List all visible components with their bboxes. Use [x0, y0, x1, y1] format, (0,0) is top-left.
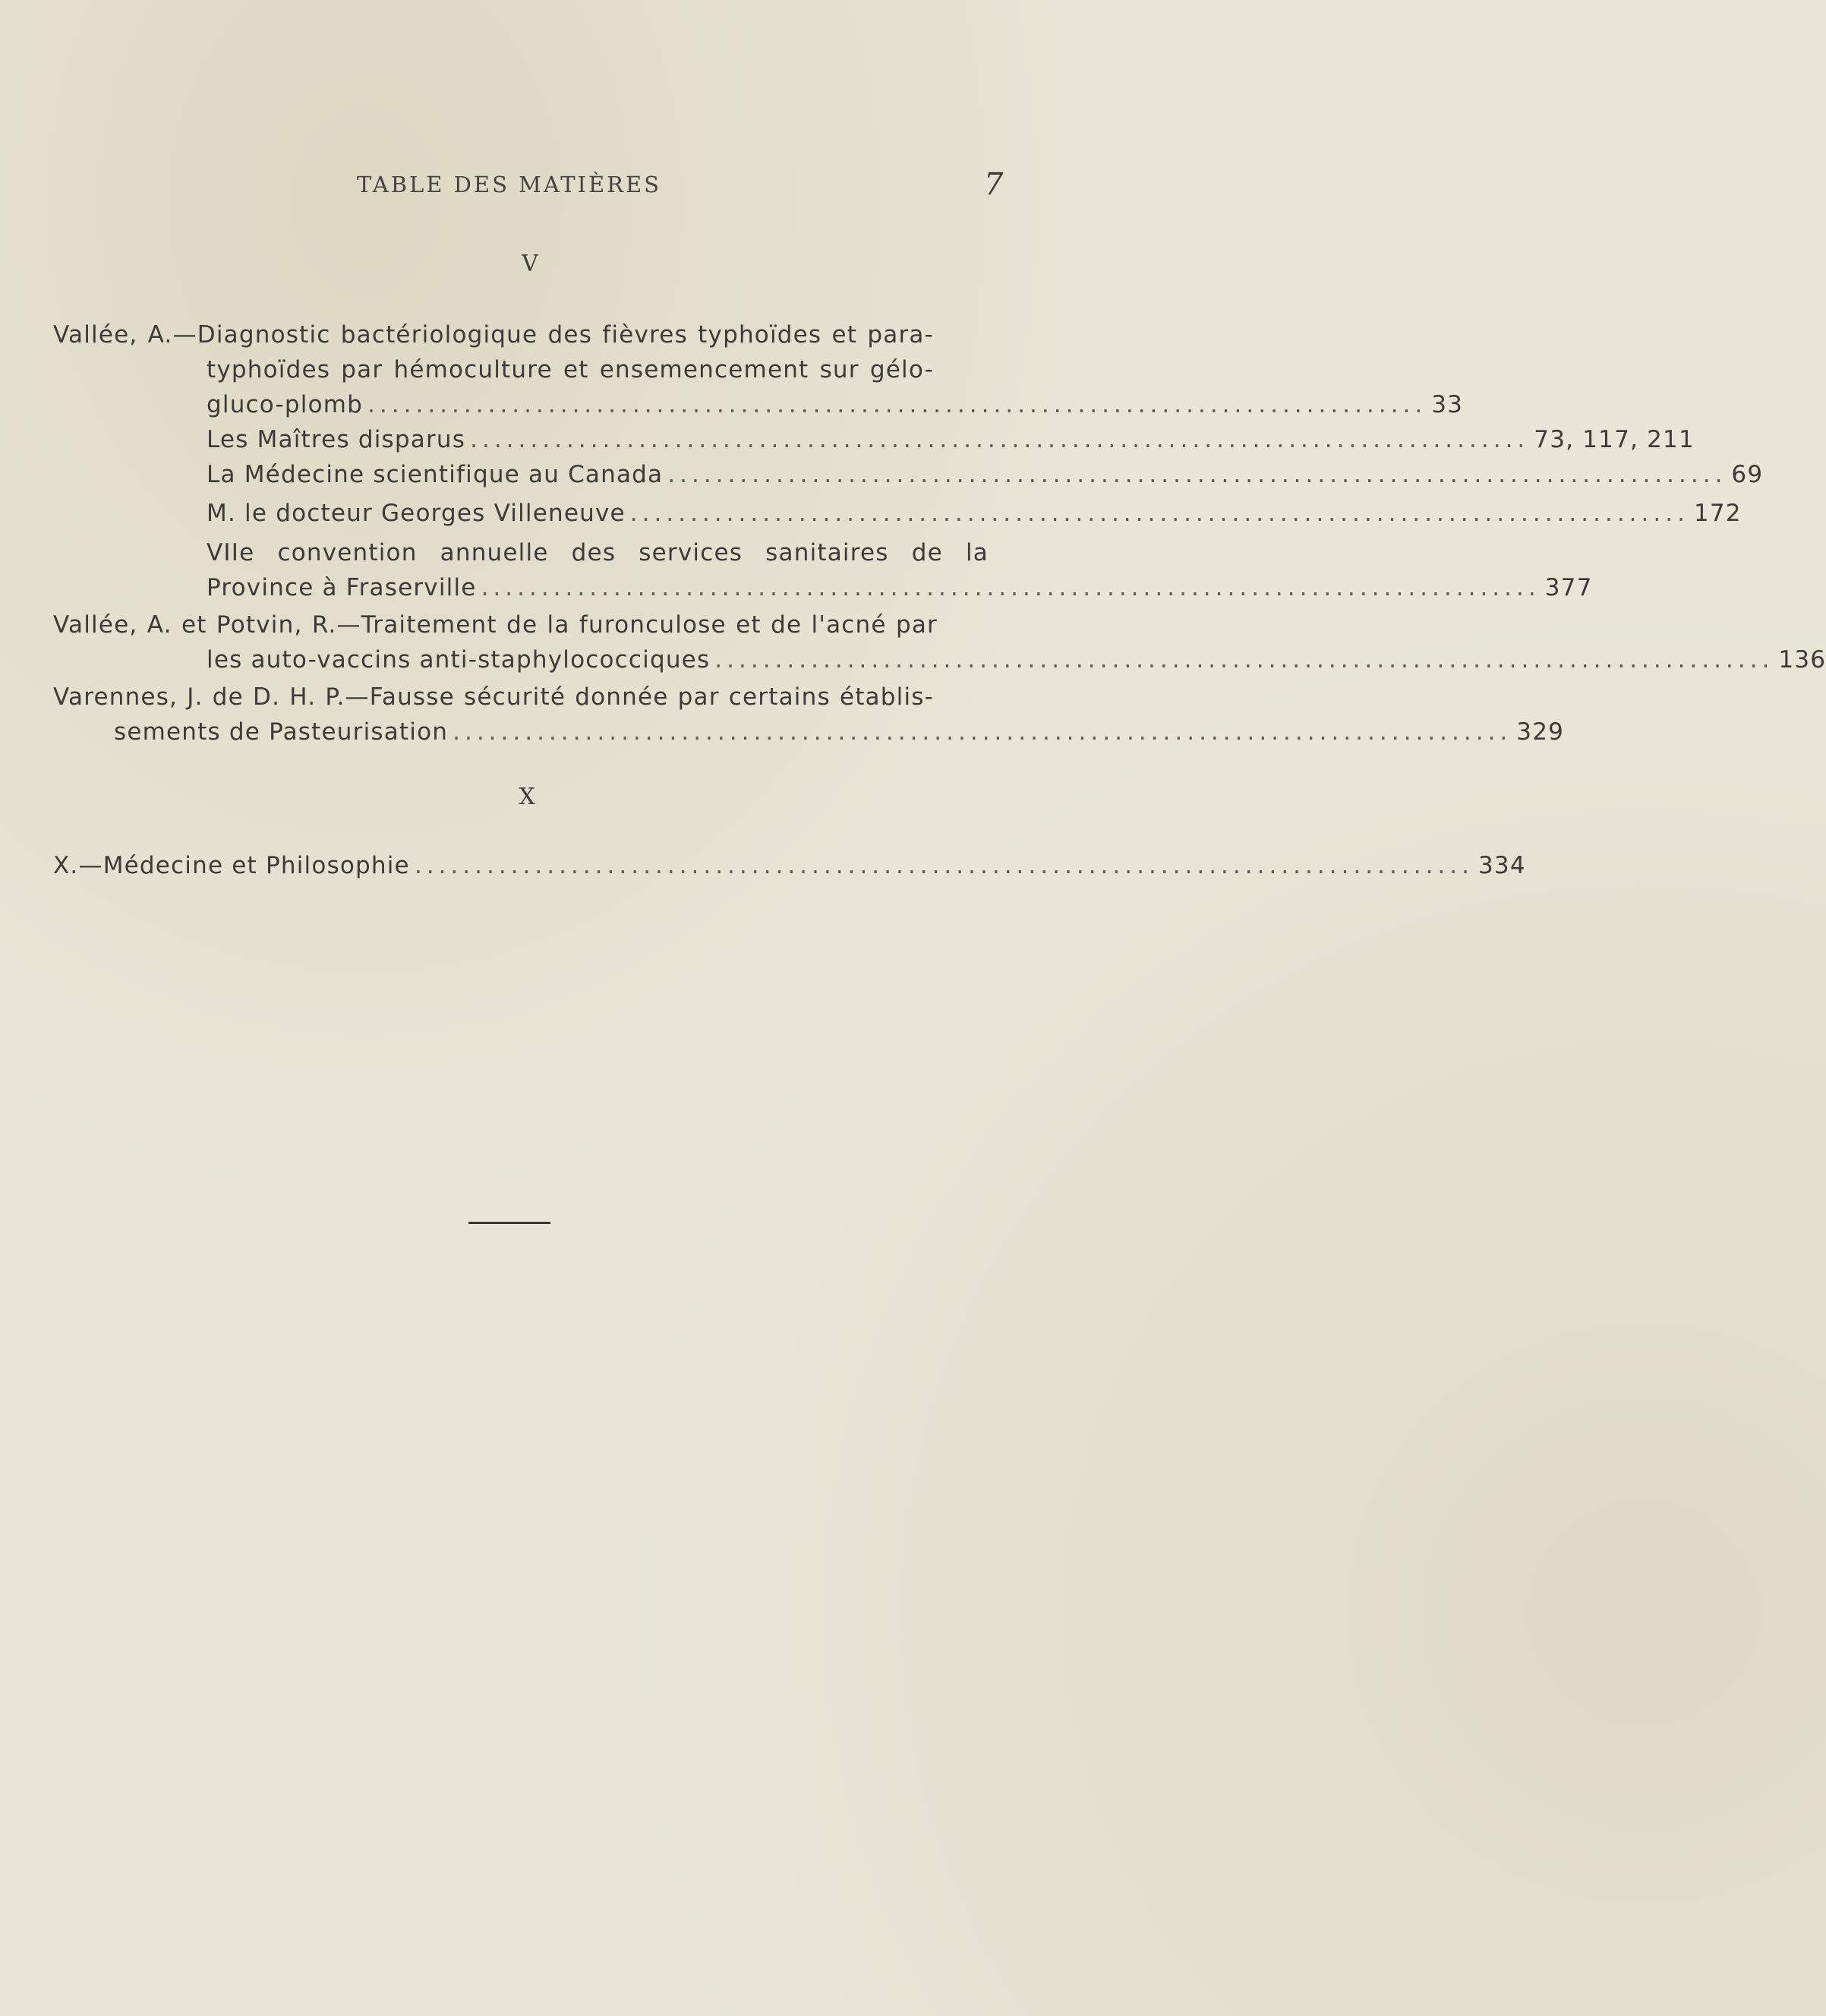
entry-line — [207, 497, 1742, 530]
entry-text: M. le docteur Georges Villeneuve — [207, 500, 626, 527]
entry-page: 172 — [1693, 500, 1742, 527]
entry-text: X.—Médecine et Philosophie — [53, 852, 410, 879]
section-letter-v: V — [522, 251, 538, 277]
entry-line — [53, 608, 938, 642]
entry-page: 377 — [1544, 574, 1593, 601]
entry-line — [207, 643, 1826, 677]
entry-text: Les Maîtres disparus — [207, 426, 466, 453]
entry-line — [114, 715, 1565, 749]
entry-line — [53, 680, 934, 714]
entry-text: Vallée, A. et Potvin, R.—Traitement de la furonculose et de l'acné par — [53, 611, 938, 639]
dot-leader: ........................................................................................ — [414, 852, 1474, 879]
dot-leader: ........................................................................................ — [367, 391, 1427, 418]
entry-page: 334 — [1478, 852, 1526, 879]
entry-line — [207, 571, 1593, 604]
entry-page: 33 — [1431, 391, 1464, 418]
entry-line — [207, 536, 989, 569]
entry-line — [207, 458, 1764, 491]
entry-page: 73, 117, 211 — [1534, 426, 1695, 453]
entry-text: VIIe convention annuelle des services sanitaires de la — [207, 539, 989, 566]
dot-leader: ........................................................................................ — [470, 426, 1530, 453]
entry-text: sements de Pasteurisation — [114, 718, 449, 746]
entry-text: Province à Fraserville — [207, 574, 477, 601]
running-title: TABLE DES MATIÈRES — [357, 172, 662, 197]
entry-page: 329 — [1516, 718, 1565, 746]
entry-text: les auto-vaccins anti-staphylococciques — [207, 646, 711, 674]
entry-page: 136 — [1778, 646, 1826, 674]
dot-leader: ........................................................................................ — [481, 574, 1541, 601]
entry-line — [207, 353, 934, 386]
entry-text: Varennes, J. de D. H. P.—Fausse sécurité donnée par certains établis- — [53, 683, 934, 711]
section-letter-x: X — [519, 784, 535, 810]
page-header — [0, 167, 1228, 217]
entry-text: La Médecine scientifique au Canada — [207, 461, 664, 488]
dot-leader: ........................................................................................ — [714, 646, 1774, 674]
dot-leader: ........................................................................................ — [629, 500, 1689, 527]
entry-line — [53, 318, 934, 352]
entry-text: Vallée, A.—Diagnostic bactériologique des fièvres typhoïdes et para- — [53, 321, 934, 349]
entry-text: gluco-plomb — [207, 391, 364, 418]
dot-leader: ........................................................................................ — [667, 461, 1727, 488]
end-rule — [468, 1222, 550, 1224]
dot-leader: ........................................................................................ — [453, 718, 1512, 746]
entry-line — [207, 388, 1464, 421]
entry-line — [53, 849, 1526, 882]
page-number: 7 — [984, 167, 1004, 202]
entry-line — [207, 423, 1695, 456]
entry-page: 69 — [1731, 461, 1764, 488]
entry-text: typhoïdes par hémoculture et ensemencement sur gélo- — [207, 356, 934, 383]
